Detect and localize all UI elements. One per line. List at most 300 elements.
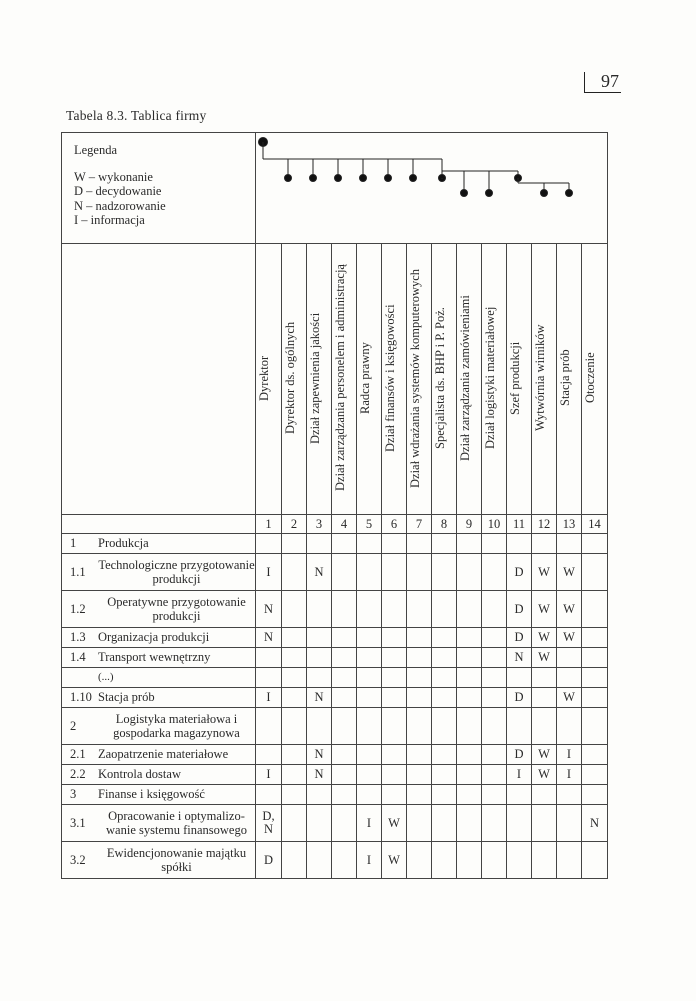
company-table: [61, 132, 608, 879]
matrix-cell: [432, 648, 457, 668]
column-header: [582, 244, 608, 515]
matrix-cell: [256, 785, 282, 805]
task-cell: [62, 668, 256, 688]
matrix-cell: [432, 765, 457, 785]
matrix-cell: [457, 668, 482, 688]
org-node: [566, 190, 573, 197]
task-cell: [62, 842, 256, 879]
table-row: [62, 842, 608, 879]
task-cell: [62, 805, 256, 842]
matrix-cell: [482, 765, 507, 785]
matrix-cell: W: [532, 745, 557, 765]
matrix-cell: [382, 628, 407, 648]
column-number: 10: [482, 515, 507, 534]
matrix-cell: [432, 668, 457, 688]
matrix-cell: [332, 688, 357, 708]
task-label: Zaopatrzenie materiałowe: [98, 747, 229, 762]
org-node: [335, 175, 342, 182]
matrix-cell: [582, 591, 608, 628]
column-header-label: Otoczenie: [583, 352, 597, 404]
matrix-cell: N: [256, 591, 282, 628]
task-label: Organizacja produkcji: [98, 630, 210, 645]
matrix-cell: [457, 534, 482, 554]
org-node: [285, 175, 292, 182]
org-chart: [256, 133, 612, 243]
matrix-cell: [382, 668, 407, 688]
column-header: [256, 244, 282, 515]
matrix-cell: [332, 648, 357, 668]
matrix-cell: I: [557, 745, 582, 765]
matrix-cell: [407, 534, 432, 554]
matrix-cell: [407, 745, 432, 765]
matrix-cell: [256, 534, 282, 554]
matrix-cell: [407, 708, 432, 745]
matrix-cell: [357, 745, 382, 765]
matrix-cell: [357, 554, 382, 591]
column-number: 7: [407, 515, 432, 534]
matrix-cell: [357, 708, 382, 745]
column-header: [307, 244, 332, 515]
column-number: 2: [282, 515, 307, 534]
matrix-cell: [432, 805, 457, 842]
matrix-cell: [407, 765, 432, 785]
task-label: Operatywne przygotowanie produkcji: [107, 594, 246, 623]
matrix-cell: [357, 648, 382, 668]
task-number: 2.2: [70, 767, 86, 782]
matrix-cell: [582, 668, 608, 688]
matrix-cell: [357, 668, 382, 688]
matrix-cell: [457, 648, 482, 668]
matrix-cell: [382, 745, 407, 765]
table-row: [62, 534, 608, 554]
matrix-cell: [332, 745, 357, 765]
task-label: Transport wewnętrzny: [98, 650, 211, 665]
matrix-cell: [307, 628, 332, 648]
column-header-label: Dyrektor: [257, 355, 271, 401]
column-header: [382, 244, 407, 515]
matrix-cell: [582, 785, 608, 805]
matrix-cell: [282, 554, 307, 591]
task-number: 1.1: [70, 564, 86, 579]
header-spacer: [62, 244, 256, 515]
column-number: 4: [332, 515, 357, 534]
column-number: 8: [432, 515, 457, 534]
column-header: [407, 244, 432, 515]
matrix-cell-part: N: [263, 822, 274, 836]
column-header-label: Dyrektor ds. ogólnych: [283, 321, 297, 435]
matrix-cell: [407, 805, 432, 842]
table-row: [62, 648, 608, 668]
matrix-cell: [307, 668, 332, 688]
matrix-cell: N: [307, 745, 332, 765]
matrix-cell: [282, 591, 307, 628]
task-label: Stacja prób: [98, 690, 155, 705]
matrix-cell: [332, 765, 357, 785]
matrix-cell: [582, 534, 608, 554]
matrix-cell: [432, 688, 457, 708]
task-number: 1.4: [70, 650, 86, 665]
matrix-cell: W: [532, 628, 557, 648]
matrix-cell: [482, 534, 507, 554]
matrix-cell: W: [557, 554, 582, 591]
matrix-cell: [382, 785, 407, 805]
matrix-cell: N: [256, 628, 282, 648]
column-header-label: Dział logistyki materiałowej: [483, 306, 497, 450]
column-header: [432, 244, 457, 515]
matrix-cell: [407, 628, 432, 648]
column-header: [282, 244, 307, 515]
org-node: [360, 175, 367, 182]
matrix-cell: [532, 688, 557, 708]
matrix-cell: [557, 648, 582, 668]
matrix-cell: [282, 668, 307, 688]
task-label: Ewidencjonowanie majątku spółki: [106, 845, 247, 874]
column-number: 12: [532, 515, 557, 534]
matrix-cell: W: [557, 591, 582, 628]
matrix-cell: [432, 554, 457, 591]
matrix-cell: [507, 668, 532, 688]
task-label: Kontrola dostaw: [98, 767, 181, 782]
matrix-cell: [482, 628, 507, 648]
matrix-cell: [457, 628, 482, 648]
matrix-cell: [457, 785, 482, 805]
matrix-cell: [432, 745, 457, 765]
matrix-cell: [532, 668, 557, 688]
table-row: [62, 628, 608, 648]
table-row: [62, 554, 608, 591]
matrix-cell: I: [256, 688, 282, 708]
matrix-cell: [307, 785, 332, 805]
org-node: [461, 190, 468, 197]
legend-item: W – wykonanie: [74, 169, 153, 184]
matrix-cell: I: [557, 765, 582, 785]
matrix-cell: [432, 842, 457, 879]
matrix-cell: [532, 842, 557, 879]
matrix-cell: [457, 591, 482, 628]
matrix-cell: [256, 745, 282, 765]
task-label: Finanse i księgowość: [98, 787, 205, 802]
matrix-cell: [256, 805, 282, 842]
column-header-label: Wytwórnia wirników: [533, 324, 547, 432]
column-number: 14: [582, 515, 608, 534]
matrix-cell: [582, 765, 608, 785]
column-header-label: Dział zapewnienia jakości: [308, 312, 322, 444]
column-header-label: Dział zarządzania zamówieniami: [458, 295, 472, 461]
matrix-cell: [382, 708, 407, 745]
matrix-cell: [357, 534, 382, 554]
matrix-cell: [407, 591, 432, 628]
matrix-cell: W: [532, 591, 557, 628]
matrix-cell: [307, 708, 332, 745]
matrix-cell: [357, 785, 382, 805]
matrix-cell: [557, 805, 582, 842]
matrix-cell: [382, 554, 407, 591]
matrix-cell: [457, 554, 482, 591]
matrix-cell: [557, 842, 582, 879]
table-row: [62, 785, 608, 805]
matrix-cell: [432, 785, 457, 805]
matrix-cell: [432, 628, 457, 648]
legend-cell: [62, 133, 256, 244]
matrix-cell: W: [382, 805, 407, 842]
matrix-cell: [282, 805, 307, 842]
matrix-cell: [557, 668, 582, 688]
task-label: Produkcja: [98, 536, 149, 551]
matrix-cell: D: [256, 842, 282, 879]
matrix-cell: [332, 805, 357, 842]
matrix-cell-part: D,: [262, 809, 275, 823]
matrix-cell: [507, 534, 532, 554]
task-cell: [62, 628, 256, 648]
column-number: 6: [382, 515, 407, 534]
matrix-cell: [407, 842, 432, 879]
matrix-cell: [582, 842, 608, 879]
matrix-cell: [256, 708, 282, 745]
task-cell: [62, 708, 256, 745]
page-number: 97: [584, 72, 621, 93]
org-chart-cell: [256, 133, 608, 244]
matrix-cell: I: [357, 805, 382, 842]
org-node: [385, 175, 392, 182]
matrix-cell: [432, 708, 457, 745]
matrix-cell: [282, 765, 307, 785]
org-node: [310, 175, 317, 182]
matrix-cell: [332, 591, 357, 628]
matrix-cell: [382, 765, 407, 785]
matrix-cell: W: [382, 842, 407, 879]
table-caption: Tabela 8.3. Tablica firmy: [66, 108, 207, 123]
column-number: 13: [557, 515, 582, 534]
column-header: [482, 244, 507, 515]
matrix-cell: [256, 648, 282, 668]
matrix-cell: [532, 534, 557, 554]
matrix-cell: [332, 842, 357, 879]
matrix-cell: [457, 688, 482, 708]
matrix-cell: N: [307, 765, 332, 785]
table-row: [62, 591, 608, 628]
task-number: 1: [70, 536, 77, 551]
matrix-cell: N: [307, 554, 332, 591]
matrix-cell: W: [532, 648, 557, 668]
column-header-label: Dział wdrażania systemów komputerowych: [408, 268, 422, 488]
column-number: 11: [507, 515, 532, 534]
matrix-cell: [507, 785, 532, 805]
matrix-cell: N: [582, 805, 608, 842]
matrix-cell: [457, 765, 482, 785]
table-row: [62, 765, 608, 785]
matrix-cell: W: [532, 554, 557, 591]
matrix-cell: D: [507, 554, 532, 591]
matrix-cell: [557, 534, 582, 554]
org-node: [410, 175, 417, 182]
column-number: 1: [256, 515, 282, 534]
matrix-cell: [332, 708, 357, 745]
matrix-cell: I: [256, 554, 282, 591]
matrix-cell: [432, 591, 457, 628]
matrix-cell: [282, 785, 307, 805]
table-row: [62, 805, 608, 842]
task-number: 1.10: [70, 690, 92, 705]
matrix-cell: D: [507, 745, 532, 765]
matrix-cell: [582, 708, 608, 745]
matrix-cell: [457, 708, 482, 745]
matrix-cell: [582, 628, 608, 648]
column-header: [332, 244, 357, 515]
matrix-cell: [482, 554, 507, 591]
matrix-cell: [532, 805, 557, 842]
matrix-cell: [482, 648, 507, 668]
matrix-cell: [382, 534, 407, 554]
matrix-cell: [482, 591, 507, 628]
matrix-cell: [332, 534, 357, 554]
matrix-cell: [407, 554, 432, 591]
task-number: 2: [70, 718, 77, 733]
matrix-cell: [357, 591, 382, 628]
matrix-cell: N: [507, 648, 532, 668]
task-cell: [62, 534, 256, 554]
task-cell: [62, 688, 256, 708]
task-cell: [62, 745, 256, 765]
matrix-cell: [482, 668, 507, 688]
matrix-cell: [407, 785, 432, 805]
matrix-cell: [507, 842, 532, 879]
task-cell: [62, 785, 256, 805]
task-label: (...): [98, 671, 114, 684]
matrix-cell: D: [507, 628, 532, 648]
org-node: [486, 190, 493, 197]
matrix-cell: [332, 668, 357, 688]
table-row: [62, 688, 608, 708]
matrix-cell: [407, 688, 432, 708]
column-header: [457, 244, 482, 515]
matrix-cell: N: [307, 688, 332, 708]
matrix-cell: [357, 688, 382, 708]
matrix-cell: W: [557, 628, 582, 648]
matrix-cell: [307, 842, 332, 879]
matrix-cell: [332, 628, 357, 648]
matrix-cell: [407, 668, 432, 688]
column-header-label: Radca prawny: [358, 342, 372, 414]
column-header-label: Szef produkcji: [508, 341, 522, 415]
matrix-cell: [482, 842, 507, 879]
table-row: [62, 668, 608, 688]
column-number: 5: [357, 515, 382, 534]
matrix-cell: [582, 688, 608, 708]
task-number: 3.2: [70, 852, 86, 867]
legend-item: N – nadzorowanie: [74, 198, 166, 213]
matrix-cell: [582, 554, 608, 591]
matrix-cell: [382, 591, 407, 628]
matrix-cell: [582, 745, 608, 765]
matrix-cell: [482, 805, 507, 842]
org-node: [541, 190, 548, 197]
matrix-cell: I: [507, 765, 532, 785]
matrix-cell: [482, 688, 507, 708]
matrix-cell: [307, 534, 332, 554]
column-header: [532, 244, 557, 515]
matrix-cell: [382, 688, 407, 708]
matrix-cell: [482, 745, 507, 765]
matrix-cell: [557, 785, 582, 805]
column-header-label: Dział finansów i księgowości: [383, 304, 397, 452]
column-header-label: Dział zarządzania personelem i administracją: [333, 264, 347, 492]
matrix-cell: [256, 668, 282, 688]
matrix-cell: [532, 708, 557, 745]
matrix-cell: [307, 805, 332, 842]
matrix-cell: D: [507, 688, 532, 708]
column-number: 9: [457, 515, 482, 534]
task-cell: [62, 591, 256, 628]
task-label: Technologiczne przygotowanie produkcji: [98, 557, 255, 586]
matrix-cell: [282, 708, 307, 745]
task-number: 1.3: [70, 630, 86, 645]
matrix-cell: [332, 785, 357, 805]
matrix-cell: [432, 534, 457, 554]
number-spacer: [62, 515, 256, 534]
column-header: [357, 244, 382, 515]
task-number: 2.1: [70, 747, 86, 762]
matrix-cell: D: [507, 591, 532, 628]
matrix-cell: [282, 688, 307, 708]
matrix-cell: [507, 708, 532, 745]
matrix-cell: [557, 708, 582, 745]
matrix-cell: [307, 648, 332, 668]
matrix-cell: [532, 785, 557, 805]
matrix-cell: [282, 745, 307, 765]
column-header-label: Stacja prób: [558, 349, 572, 407]
matrix-cell: [582, 648, 608, 668]
legend-title: Legenda: [74, 143, 118, 157]
column-header: [507, 244, 532, 515]
matrix-cell: [282, 842, 307, 879]
legend-item: D – decydowanie: [74, 184, 162, 198]
column-header: [557, 244, 582, 515]
matrix-cell: [457, 745, 482, 765]
matrix-cell: W: [532, 765, 557, 785]
task-number: 3.1: [70, 815, 86, 830]
task-label: Opracowanie i optymalizo-wanie systemu finansowego: [106, 808, 247, 837]
matrix-cell: I: [256, 765, 282, 785]
matrix-cell: [307, 591, 332, 628]
task-label: Logistyka materiałowa i gospodarka magazynowa: [113, 711, 240, 740]
task-number: 3: [70, 787, 77, 802]
matrix-cell: [282, 534, 307, 554]
matrix-cell: [407, 648, 432, 668]
matrix-cell: [282, 648, 307, 668]
legend-item: I – informacja: [74, 213, 145, 227]
task-cell: [62, 765, 256, 785]
matrix-cell: [357, 628, 382, 648]
matrix-cell: [357, 765, 382, 785]
table-row: [62, 745, 608, 765]
column-number: 3: [307, 515, 332, 534]
task-cell: [62, 554, 256, 591]
table-row: [62, 708, 608, 745]
matrix-cell: [507, 805, 532, 842]
matrix-cell: W: [557, 688, 582, 708]
column-header-label: Specjalista ds. BHP i P. Poż.: [433, 307, 447, 449]
matrix-cell: [382, 648, 407, 668]
matrix-cell: [482, 708, 507, 745]
matrix-cell: I: [357, 842, 382, 879]
matrix-cell: [457, 842, 482, 879]
task-number: 1.2: [70, 601, 86, 616]
matrix-cell: [457, 805, 482, 842]
matrix-cell: [282, 628, 307, 648]
matrix-cell: [482, 785, 507, 805]
matrix-cell: [332, 554, 357, 591]
task-cell: [62, 648, 256, 668]
